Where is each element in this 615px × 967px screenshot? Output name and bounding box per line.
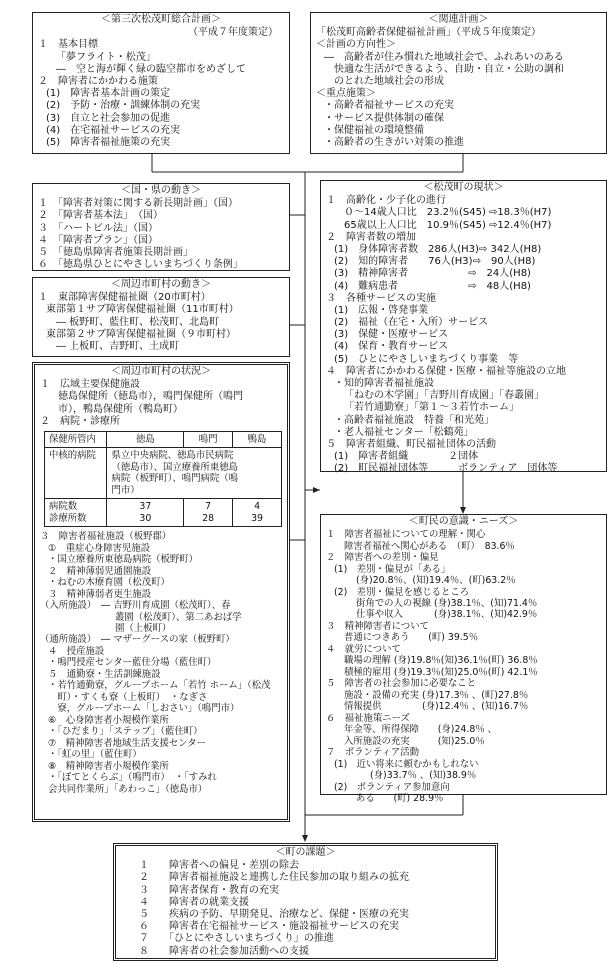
hospital-count: 7 <box>205 501 212 513</box>
national-line: ５ 「徳島県障害者施策長期計画」 <box>38 246 193 258</box>
facility-line: 叢園（松茂町）、第二あおば学 <box>40 611 242 623</box>
current-line: (4) 難病患者 ⇨ 48人(H8) <box>334 280 531 292</box>
table-cell <box>184 499 233 527</box>
related-plan-box <box>310 12 607 154</box>
general-plan-box <box>32 12 290 154</box>
table-row-label <box>45 499 107 527</box>
hospital-count: 4 <box>254 501 261 513</box>
survey-line: (1) 差別・偏見が「ある」 <box>334 563 451 575</box>
survey-line: 入所施設の充実 (知)25.0％ <box>344 735 485 747</box>
national-trends-title: ＜国・県の動き＞ <box>121 185 201 196</box>
survey-line: ３ 精神障害者について <box>326 620 429 632</box>
survey-line: 施設・設備の充実 (身)17.3％ 、(町)27.8％ <box>344 689 529 701</box>
current-line: (2) 知的障害者 76人(H3)⇨ 90人(H8) <box>334 256 536 268</box>
survey-line: 情報提供 (身)12.4％ 、(知)16.7％ <box>344 701 529 713</box>
current-line: (1) 身体障害者数 286人(H3)⇨ 342人(H8) <box>334 243 542 255</box>
facility-line: 園（上板町） <box>40 622 172 634</box>
current-line: (3) 精神障害者 ⇨ 24人(H8) <box>334 268 531 280</box>
table-cell <box>107 499 184 527</box>
related-line: ＜重点施策＞ <box>316 88 376 100</box>
plan-line: ２ 障害者にかかわる施策 <box>38 75 158 87</box>
survey-line: (身)20.8％、(知)19.4％、(町)63.2％ <box>356 575 516 587</box>
core-hospital-line: 門市） <box>111 484 140 496</box>
current-line: (4) 保育・教育サービス <box>334 341 449 353</box>
plan-line: (4) 在宅福祉サービスの充実 <box>46 124 181 136</box>
hospital-count-label: 病院数 <box>49 501 78 513</box>
plan-line: １ 基本目標 <box>38 39 98 51</box>
facility-line: ・国立療養所東徳島病院（板野町） <box>48 554 199 566</box>
current-line: ５ 障害者組織、町民福祉団体の活動 <box>326 438 496 450</box>
facility-line: ２ 精神薄弱児通園施設 <box>48 565 152 577</box>
survey-title: ＜町民の意識・ニーズ＞ <box>408 516 519 527</box>
clinic-count-label: 診療所数 <box>49 512 87 524</box>
plan-line: 「夢フライト・松茂」 <box>56 51 156 63</box>
facility-line: ３ 精神薄弱者更生施設 <box>48 588 152 600</box>
issue-item: ８ 障害者の社会参加活動への支援 <box>139 945 309 957</box>
related-line: ・高齢者の生きがい対策の推進 <box>324 136 464 148</box>
nearby-status-title: ＜周辺市町村の状況＞ <box>111 366 211 377</box>
related-line: 「松茂町高齢者保健福祉計画」（平成５年度策定） <box>316 27 541 39</box>
current-line: (2) 町民福祉団体等 ボランティア 団体等 <box>334 463 558 475</box>
facility-line: ⑦ 精神障害者地域生活支援センター <box>48 737 207 749</box>
current-line: ４ 障害者にかかわる保健・医療・福祉等施設の立地 <box>326 365 566 377</box>
facility-line: 寮，グループホーム「しおさい」（鳴門市） <box>48 703 240 715</box>
plan-line: (1) 障害者基本計画の策定 <box>46 88 171 100</box>
survey-line: ある (町) 28.9％ <box>356 792 444 804</box>
nearby-status-line: ２ 病院・診療所 <box>40 415 120 427</box>
related-line: ・保健福祉の環境整備 <box>324 124 424 136</box>
current-line: (3) 保健・医療サービス <box>334 329 449 341</box>
current-line: ・知的障害者福祉施設 <box>334 378 434 389</box>
table-row-label: 中核的病院 <box>45 448 107 499</box>
table-header: 徳島 <box>107 431 184 447</box>
facility-line: ・ねむの木療育園（松茂町） <box>48 577 170 589</box>
general-plan-title: ＜第三次松茂町総合計画＞ <box>101 14 221 25</box>
national-line: ２ 「障害者基本法」 （国） <box>38 210 163 222</box>
facility-line: ・「虹の里」（藍住町） <box>48 749 142 761</box>
table-cell <box>107 448 282 499</box>
current-line: (2) 福祉（在宅・入所）サービス <box>334 317 489 329</box>
nearby-moves-line: ― 上板町、吉野町、土成町 <box>56 340 180 352</box>
nearby-moves-box <box>32 277 290 357</box>
facility-line: ３ 障害者福祉施設（板野郡） <box>40 531 172 543</box>
survey-line: (2) ボランティア参加意向 <box>334 781 450 793</box>
related-line: ・高齢者福祉サービスの充実 <box>324 100 454 112</box>
related-line: ・サービス提供体制の確保 <box>324 112 444 124</box>
clinic-count: 30 <box>139 512 152 524</box>
clinic-count: 28 <box>202 512 215 524</box>
survey-line: 積極的雇用 (身)19.3％(知)25.0％(町) 42.1％ <box>344 666 538 678</box>
nearby-status-box <box>32 362 290 822</box>
issue-item: ５ 疾病の予防、早期発見、治療など、保健・医療の充実 <box>139 908 409 920</box>
survey-line: (1) 近い将来に頼むかもしれない <box>334 758 479 770</box>
issue-item: ６ 障害者在宅福祉サービス・施設福祉サービスの充実 <box>139 921 399 933</box>
nearby-moves-line: 東部第１サブ障害保健福祉圏（11市町村） <box>46 304 239 316</box>
table-header: 鴨島 <box>233 431 282 447</box>
survey-line: 普通につきあう (町) 39.5％ <box>344 632 479 644</box>
survey-line: ５ 障害者の社会参加に必要なこと <box>326 678 477 690</box>
facility-line: ・鳴門授産センター藍住分場（藍住町） <box>48 657 217 669</box>
survey-line: ７ ボランティア活動 <box>326 747 419 759</box>
survey-line: ２ 障害者への差別・偏見 <box>326 552 439 564</box>
plan-year: （平成７年度策定） <box>188 27 278 39</box>
plan-line: (3) 自立と社会参加の促進 <box>46 112 171 124</box>
issue-item: ３ 障害者保育・教育の充実 <box>139 884 279 896</box>
facility-line: ⑥ 心身障害者小規模作業所 <box>48 714 169 726</box>
core-hospital-line: 病院（板野町）、鳴門病院（鳴 <box>111 473 239 485</box>
survey-line: 街角での人の視線 (身)38.1％、(知)71.4％ <box>356 598 538 609</box>
national-line: ３ 「ハートビル法」（国） <box>38 222 158 234</box>
nearby-moves-title: ＜周辺市町村の動き＞ <box>111 279 211 290</box>
facility-line: 会共同作業所」「あわっこ」（徳島市） <box>48 783 208 795</box>
core-hospital-line: （徳島市）、国立療養所東徳島 <box>111 461 239 473</box>
current-status-box <box>320 180 607 475</box>
town-issues-title: ＜町の課題＞ <box>275 847 336 858</box>
survey-line: ６ 福祉施策ニーズ <box>326 712 410 724</box>
nearby-moves-line: 東部第２サブ障害保健福祉圏（９市町村） <box>46 328 236 340</box>
plan-line: (5) 障害者福祉施策の充実 <box>46 136 171 148</box>
facility-line: （入所施設） ― 吉野川育成園（松茂町）、春 <box>40 600 231 612</box>
survey-line: 障害者福祉へ関心がある （町） 83.6％ <box>344 540 515 552</box>
facility-line: ⑧ 精神障害者小規模作業所 <box>48 760 169 772</box>
survey-line: (身)33.7％ 、(知)38.9％ <box>370 770 477 782</box>
current-line: 「ねむの木学園」「吉野川育成園」「春叢園」 <box>344 390 544 402</box>
current-line: 「若竹通勤寮」「第１～３若竹ホーム」 <box>344 402 519 414</box>
current-line: 65歳以上人口比 10.9％(S45) ⇨12.4％(H7) <box>344 219 552 231</box>
table-header: 鳴門 <box>184 431 233 447</box>
survey-box <box>320 514 607 804</box>
national-line: ４ 「障害者プラン」（国） <box>38 234 158 246</box>
current-line: (1) 広報・啓発事業 <box>334 304 429 316</box>
nearby-moves-line: １ 東部障害保健福祉圏（20市町村） <box>38 292 211 304</box>
current-line: ・高齢者福祉施設 特養「和光苑」 <box>334 414 494 426</box>
plan-line: ― 空と海が輝く緑の臨空都市をめざして <box>56 63 246 75</box>
current-line: ０～14歳人口比 23.2％(S45) ⇨18.3％(H7) <box>344 207 552 219</box>
table-cell <box>233 499 282 527</box>
facility-line: ・若竹通勤寮，グループホーム「若竹 ホーム」（松茂 <box>48 680 271 692</box>
hospital-count: 37 <box>139 501 152 513</box>
national-line: １ 「障害者対策に関する新長期計画」（国） <box>38 198 238 210</box>
national-line: ６ 「徳島県ひとにやさしいまちづくり条例」 <box>38 259 243 271</box>
current-line: １ 高齢化・少子化の進行 <box>326 195 446 207</box>
related-line: 快適な生活ができるよう、自助・自立・公助の調和 <box>334 63 564 75</box>
survey-line: 仕事や収入 (身)38.1％、(知)42.9％ <box>356 609 538 621</box>
current-line: ３ 各種サービスの実施 <box>326 292 436 304</box>
plan-line: (2) 予防・治療・訓練体制の充実 <box>46 100 201 112</box>
current-line: (5) ひとにやさしいまちづくり事業 等 <box>334 353 519 365</box>
national-trends-box <box>32 183 290 271</box>
issue-item: ７ 「ひとにやさしいまちづくり」の推進 <box>139 933 334 945</box>
table-header: 保健所管内 <box>45 431 107 447</box>
facility-line: ５ 通勤寮・生活訓練施設 <box>48 668 161 680</box>
survey-line: ４ 就労について <box>326 643 401 655</box>
current-status-title: ＜松茂町の現状＞ <box>423 182 504 193</box>
nearby-status-line: 市），鴨島保健所（鴨島町） <box>58 403 183 415</box>
hospital-table <box>44 431 282 527</box>
current-line: (1) 障害者組織 ２団体 <box>334 451 479 463</box>
survey-line: １ 障害者福祉についての理解・関心 <box>326 529 486 541</box>
facility-line: ・「ぼてとくらぶ」（鳴門市） ・「すみれ <box>48 772 217 784</box>
related-line: ＜計画の方向性＞ <box>316 39 396 51</box>
survey-line: (2) 差別・偏見を感じるところ <box>334 586 470 598</box>
issue-item: １ 障害者への偏見・差別の除去 <box>139 860 299 872</box>
survey-line: 年金等、所得保障 (身)24.8％ 、 <box>344 724 498 736</box>
current-line: ・老人福祉センター「松鶴苑」 <box>334 426 474 438</box>
related-line: のとれた地域社会の形成 <box>334 75 444 87</box>
issue-item: ２ 障害者福祉施設と連携した住民参加の取り組みの拡充 <box>139 872 409 884</box>
survey-line: 職場の理解 (身)19.8％(知)36.1％(町) 36.8％ <box>344 655 538 667</box>
facility-line: （通所施設） ― マザーグースの家（板野町） <box>40 634 235 646</box>
nearby-status-line: 徳島保健所（徳島市），鳴門保健所（鳴門 <box>58 391 243 403</box>
facility-line: 町）・すくも寮（上板町） ・なぎさ <box>48 691 208 703</box>
related-line: ― 高齢者が住み慣れた地域社会で、ふれあいのある <box>324 51 564 63</box>
current-line: ２ 障害者数の増加 <box>326 231 416 243</box>
nearby-moves-line: ― 板野町、藍住町、松茂町、北島町 <box>56 316 220 328</box>
nearby-status-line: １ 広域主要保健施設 <box>40 379 140 391</box>
related-plan-title: ＜関連計画＞ <box>428 14 489 25</box>
facility-line: ４ 授産施設 <box>48 645 105 657</box>
clinic-count: 39 <box>251 512 264 524</box>
town-issues-box <box>113 843 498 961</box>
core-hospital-line: 県立中央病院、徳島市民病院 <box>111 450 234 462</box>
facility-line: ① 重症心身障害児施設 <box>48 542 151 554</box>
issue-item: ４ 障害者の就業支援 <box>139 896 249 908</box>
facility-line: ・「ひだまり」「ステップ」（藍住町） <box>48 726 203 738</box>
